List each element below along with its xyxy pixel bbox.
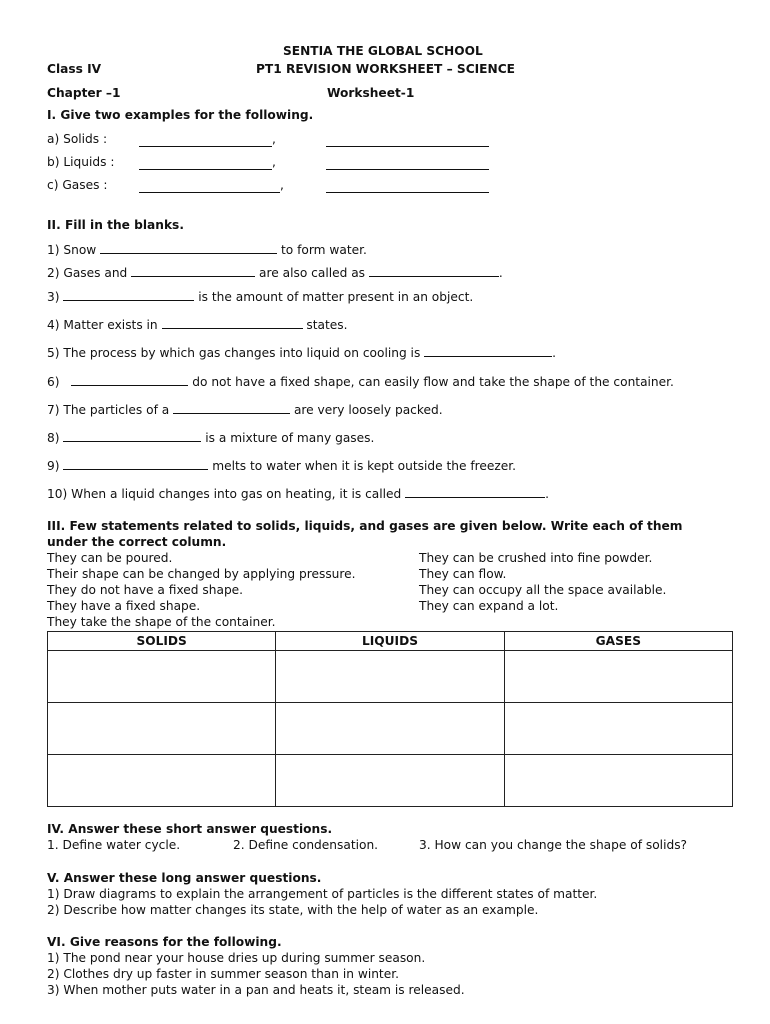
- item-liquids-label: b) Liquids :: [47, 155, 115, 169]
- question-text: 4) Matter exists in: [47, 318, 158, 332]
- short-question-1: 1. Define water cycle.: [47, 838, 181, 852]
- fill-blank-10: [47, 486, 549, 502]
- blank-line[interactable]: [63, 430, 201, 442]
- question-text: .: [498, 266, 503, 280]
- reason-question-2: 2) Clothes dry up faster in summer season than in winter.: [47, 967, 399, 981]
- question-text: 1) Snow: [47, 243, 97, 257]
- blank-line[interactable]: [63, 289, 194, 301]
- question-text: 3): [47, 290, 60, 304]
- table-cell[interactable]: [276, 703, 504, 755]
- statement: Their shape can be changed by applying pressure.: [47, 567, 356, 581]
- question-text: .: [545, 487, 549, 501]
- answer-line[interactable]: [139, 146, 272, 147]
- blank-line[interactable]: [71, 374, 188, 386]
- question-text: 8): [47, 431, 60, 445]
- statement: They can flow.: [419, 567, 507, 581]
- fill-blank-7: [47, 402, 443, 418]
- worksheet-number: Worksheet-1: [327, 86, 415, 100]
- blank-line[interactable]: [369, 265, 499, 277]
- question-text: 6): [47, 375, 60, 389]
- question-text: 2) Gases and: [47, 266, 128, 280]
- section-2-title: II. Fill in the blanks.: [47, 218, 184, 232]
- question-text: are very loosely packed.: [293, 403, 443, 417]
- comma: ,: [280, 178, 284, 192]
- answer-line[interactable]: [326, 192, 489, 193]
- statement: They can be crushed into fine powder.: [419, 551, 653, 565]
- fill-blank-3: [47, 289, 473, 305]
- section-6-title: VI. Give reasons for the following.: [47, 935, 282, 949]
- table-cell[interactable]: [48, 755, 276, 807]
- section-5-title: V. Answer these long answer questions.: [47, 871, 322, 885]
- fill-blank-2: [47, 265, 503, 281]
- fill-blank-6: [47, 374, 674, 390]
- table-row: [48, 703, 733, 755]
- fill-blank-5: [47, 345, 556, 361]
- blank-line[interactable]: [173, 402, 290, 414]
- item-solids-label: a) Solids :: [47, 132, 108, 146]
- table-row: [48, 651, 733, 703]
- class-label: Class IV: [47, 62, 102, 76]
- short-question-3: 3. How can you change the shape of solids?: [419, 838, 688, 852]
- fill-blank-8: [47, 430, 374, 446]
- answer-line[interactable]: [139, 192, 280, 193]
- fill-blank-1: [47, 242, 367, 258]
- fill-blank-4: [47, 317, 348, 333]
- long-question-2: 2) Describe how matter changes its state, with the help of water as an example.: [47, 903, 539, 917]
- blank-line[interactable]: [131, 265, 255, 277]
- question-text: do not have a fixed shape, can easily flow and take the shape of the container.: [192, 375, 674, 389]
- question-text: .: [552, 346, 557, 360]
- column-header-gases: GASES: [504, 632, 732, 651]
- answer-line[interactable]: [326, 146, 489, 147]
- school-name: SENTIA THE GLOBAL SCHOOL: [283, 44, 483, 58]
- blank-line[interactable]: [405, 486, 545, 498]
- blank-line[interactable]: [100, 242, 277, 254]
- section-1-title: I. Give two examples for the following.: [47, 108, 314, 122]
- blank-line[interactable]: [63, 458, 208, 470]
- statement: They do not have a fixed shape.: [47, 583, 244, 597]
- table-cell[interactable]: [504, 755, 732, 807]
- blank-line[interactable]: [424, 345, 552, 357]
- table-cell[interactable]: [276, 755, 504, 807]
- table-cell[interactable]: [504, 703, 732, 755]
- worksheet-title: PT1 REVISION WORKSHEET – SCIENCE: [256, 62, 515, 76]
- table-cell[interactable]: [504, 651, 732, 703]
- table-header-row: [48, 632, 733, 651]
- answer-line[interactable]: [326, 169, 489, 170]
- answer-line[interactable]: [139, 169, 272, 170]
- table-cell[interactable]: [276, 651, 504, 703]
- long-question-1: 1) Draw diagrams to explain the arrangement of particles is the different states of matter.: [47, 887, 598, 901]
- table-cell[interactable]: [48, 703, 276, 755]
- statement: They can be poured.: [47, 551, 173, 565]
- classification-table: [47, 631, 733, 807]
- item-gases-label: c) Gases :: [47, 178, 108, 192]
- statement: They can expand a lot.: [419, 599, 559, 613]
- question-text: is a mixture of many gases.: [205, 431, 375, 445]
- question-text: 5) The process by which gas changes into liquid on cooling is: [47, 346, 421, 360]
- question-text: melts to water when it is kept outside the freezer.: [212, 459, 517, 473]
- question-text: is the amount of matter present in an object.: [198, 290, 474, 304]
- blank-line[interactable]: [162, 317, 303, 329]
- statement: They take the shape of the container.: [47, 615, 276, 629]
- section-4-title: IV. Answer these short answer questions.: [47, 822, 333, 836]
- question-text: are also called as: [259, 266, 366, 280]
- question-text: to form water.: [281, 243, 367, 257]
- question-text: 7) The particles of a: [47, 403, 170, 417]
- reason-question-1: 1) The pond near your house dries up during summer season.: [47, 951, 426, 965]
- comma: ,: [272, 132, 276, 146]
- reason-question-3: 3) When mother puts water in a pan and heats it, steam is released.: [47, 983, 465, 997]
- comma: ,: [272, 155, 276, 169]
- table-cell[interactable]: [48, 651, 276, 703]
- section-3-title: III. Few statements related to solids, liquids, and gases are given below. Write each of them: [47, 519, 683, 533]
- statement: They have a fixed shape.: [47, 599, 201, 613]
- question-text: states.: [306, 318, 348, 332]
- short-question-2: 2. Define condensation.: [233, 838, 379, 852]
- question-text: 10) When a liquid changes into gas on heating, it is called: [47, 487, 402, 501]
- table-row: [48, 755, 733, 807]
- column-header-liquids: LIQUIDS: [276, 632, 504, 651]
- section-3-title-cont: under the correct column.: [47, 535, 227, 549]
- question-text: 9): [47, 459, 60, 473]
- chapter-label: Chapter –1: [47, 86, 121, 100]
- statement: They can occupy all the space available.: [419, 583, 667, 597]
- fill-blank-9: [47, 458, 516, 474]
- column-header-solids: SOLIDS: [48, 632, 276, 651]
